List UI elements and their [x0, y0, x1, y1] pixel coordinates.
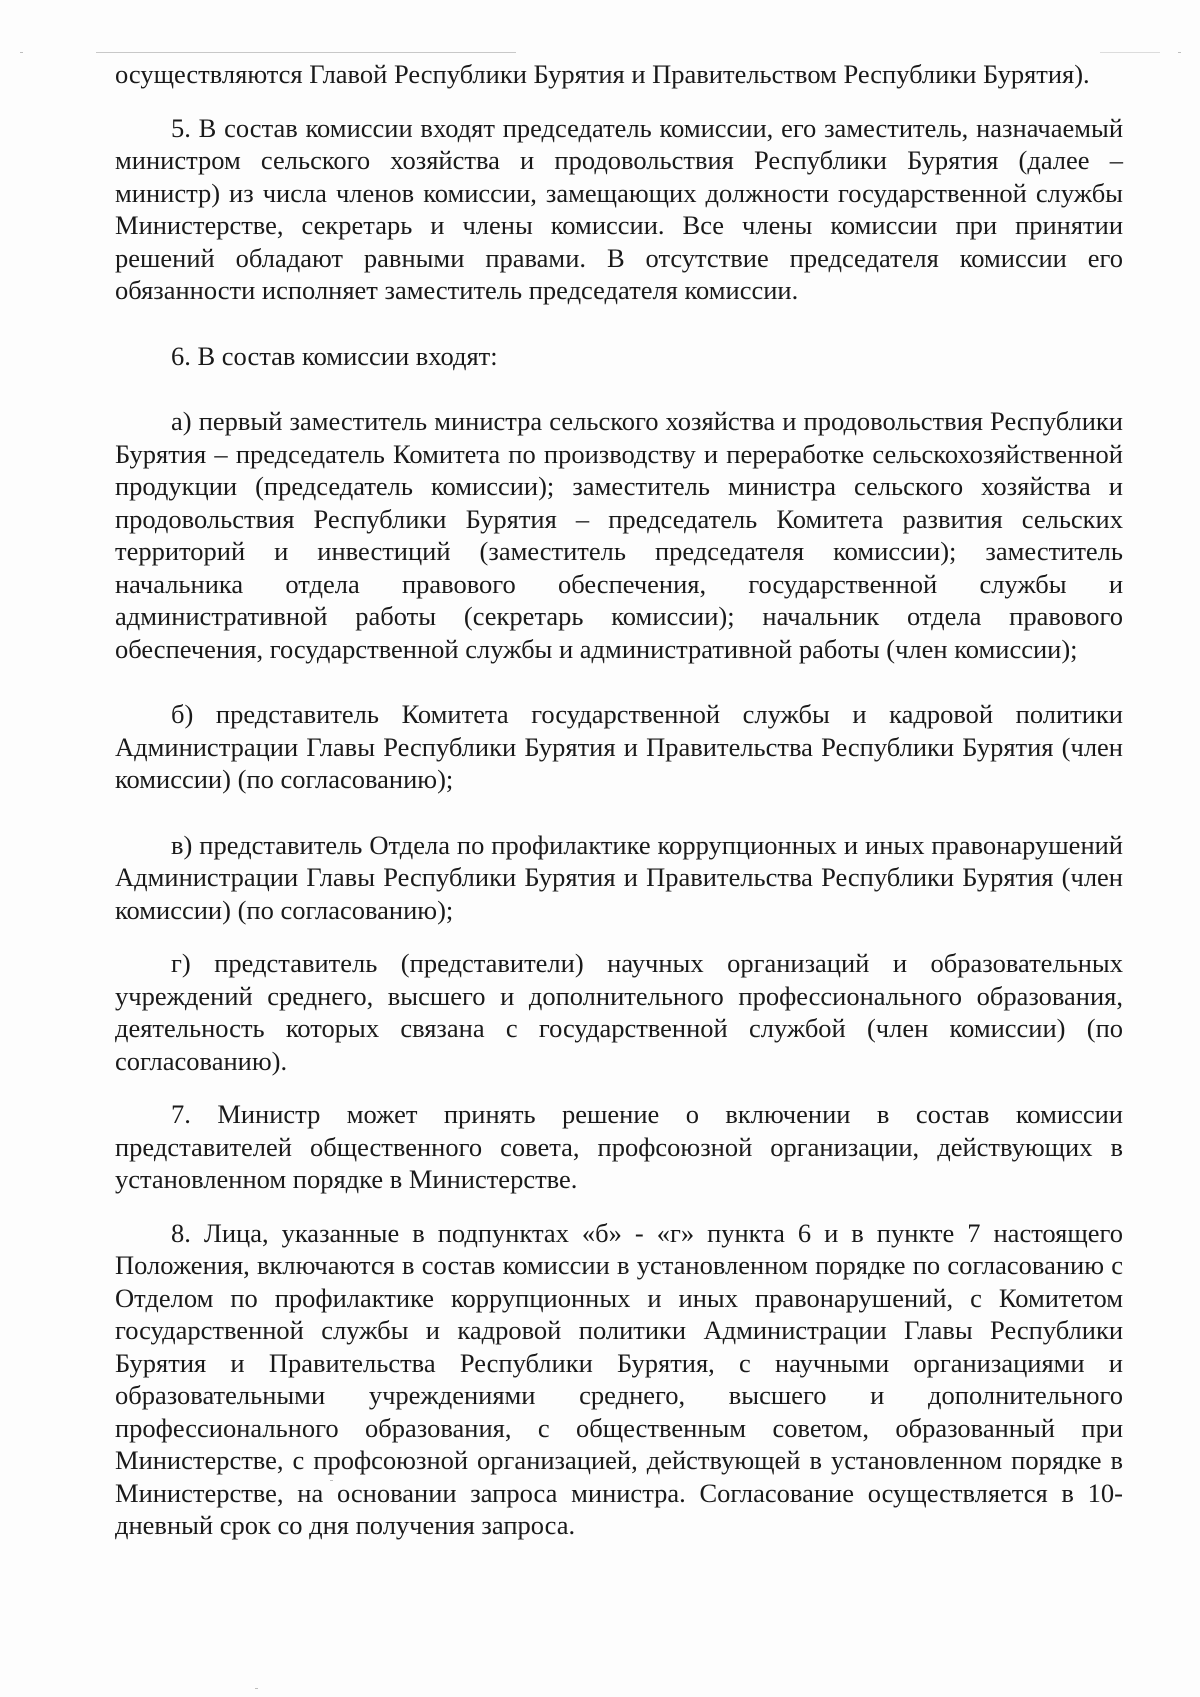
document-body [115, 58, 1123, 1542]
paragraph-continuation: осуществляются Главой Республики Бурятия и Правительством Республики Бурятия). [115, 59, 1090, 89]
paragraph-item-7: 7. Министр может принять решение о включении в состав комиссии представителей общественного совета, профсоюзной организации, действующих в установленном порядке в Министерстве. [115, 1099, 1123, 1194]
paragraph-subitem-v: в) представитель Отдела по профилактике коррупционных и иных правонарушений Администрации Главы Республики Бурятия и Правительства Республики Бурятия (член комиссии) (по согласованию); [115, 829, 1123, 925]
paragraph-subitem-b: б) представитель Комитета государственной службы и кадровой политики Администрации Главы Республики Бурятия и Правительства Республики Бурятия (член комиссии) (по согласованию); [115, 699, 1123, 794]
scan-artifact-dot [255, 1688, 258, 1689]
scan-artifact-dot [20, 52, 23, 53]
scan-artifact-line [1100, 52, 1160, 53]
paragraph-item-5: 5. В состав комиссии входят председатель комиссии, его заместитель, назначаемый министром сельского хозяйства и продовольствия Республики Бурятия (далее – министр) из числа членов комиссии, замещающих должности государственной службы Министерстве, секретарь и члены комиссии. Все члены комиссии при принятии решений обладают равными правами. В отсутствие председателя комиссии его обязанности исполняет заместитель председателя комиссии. [115, 112, 1123, 305]
paragraph-subitem-a: а) первый заместитель министра сельского хозяйства и продовольствия Республики Бурятия – председатель Комитета по производству и переработке сельскохозяйственной продукции (председатель комиссии); заместитель министра сельского хозяйства и продовольствия Республики Бурятия – председатель Комитета развития сельских территорий и инвестиций (заместитель председателя комиссии); заместитель начальника отдела правового обеспечения, государственной службы и административной работы (секретарь комиссии); начальник отдела правового обеспечения, государственной службы и административной работы (член комиссии); [115, 406, 1123, 664]
paragraph-subitem-g: г) представитель (представители) научных организаций и образовательных учреждений среднего, высшего и дополнительного профессионального образования, деятельность которых связана с государственной службой (член комиссии) (по согласованию). [115, 948, 1123, 1076]
paragraph-item-8: 8. Лица, указанные в подпунктах «б» - «г» пункта 6 и в пункте 7 настоящего Положения, включаются в состав комиссии в установленном порядке по согласованию с Отделом по профилактике коррупционных и иных правонарушений, с Комитетом государственной службы и кадровой политики Администрации Главы Республики Бурятия и Правительства Республики Бурятия, с научными организациями и образовательными учреждениями среднего, высшего и дополнительного профессионального образования, с общественным советом, образованный при Министерстве, с профсоюзной организацией, действующей в установленном порядке в Министерстве, на основании запроса министра. Согласование осуществляется в 10-дневный срок со дня получения запроса. [115, 1217, 1123, 1540]
scan-artifact-line [96, 52, 516, 53]
paragraph-item-6: 6. В состав комиссии входят: [171, 340, 498, 371]
scan-artifact-dot [1178, 52, 1181, 53]
